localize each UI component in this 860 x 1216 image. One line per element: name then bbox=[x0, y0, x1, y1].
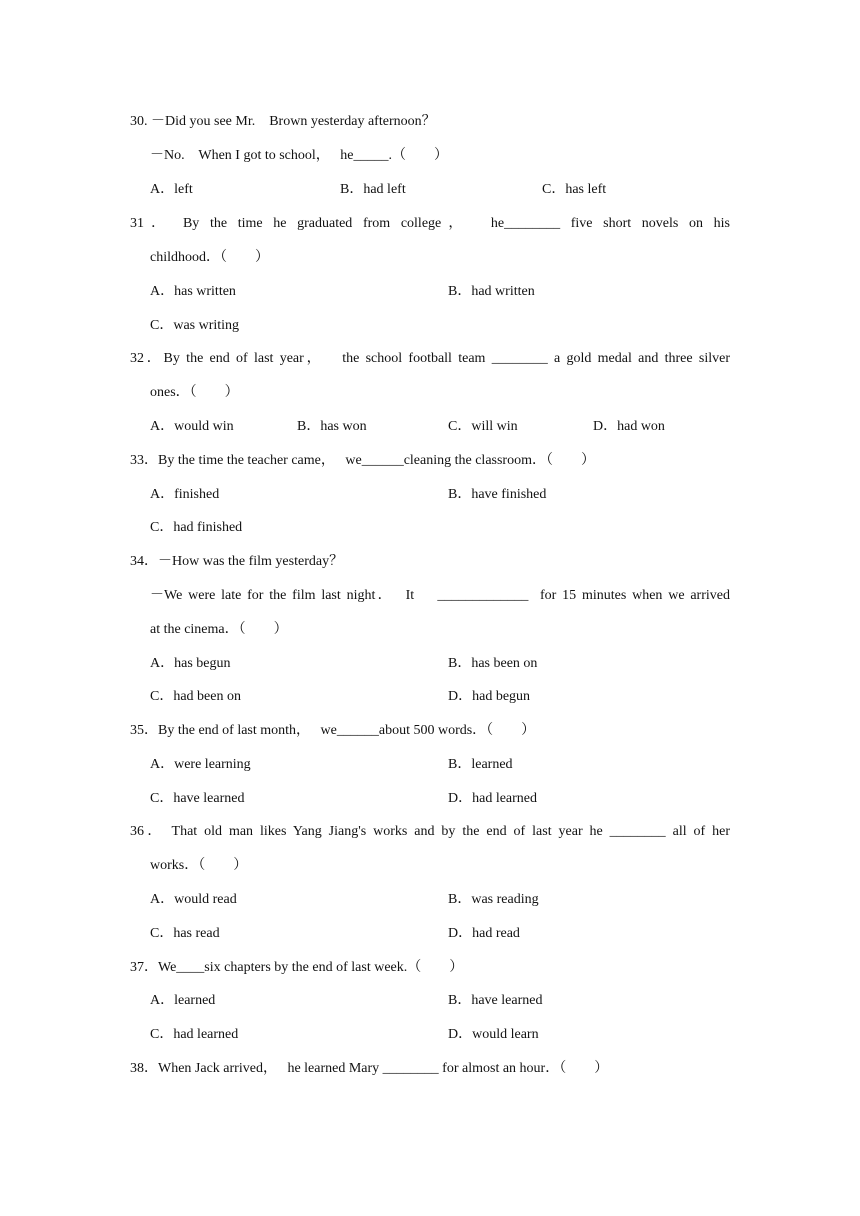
question-30-answer-line: －No. When I got to school， he_____.（ ） bbox=[150, 148, 448, 163]
question-37-stem: 37．We____six chapters by the end of last week.（ ） bbox=[130, 960, 464, 975]
question-37-option-d[interactable]: D．would learn bbox=[448, 1027, 539, 1042]
question-30-option-b[interactable]: B．had left bbox=[340, 182, 406, 197]
question-37-option-c[interactable]: C．had learned bbox=[150, 1027, 239, 1042]
question-37-option-a[interactable]: A．learned bbox=[150, 993, 216, 1008]
question-34-stem-continued: at the cinema．（ ） bbox=[150, 622, 288, 637]
question-31-option-a[interactable]: A．has written bbox=[150, 284, 236, 299]
question-38-stem: 38．When Jack arrived， he learned Mary ________ for almost an hour．（ ） bbox=[130, 1061, 609, 1076]
question-32-stem: 32．By the end of last year， the school football team ________ a gold medal and three silver bbox=[130, 351, 730, 366]
question-31-stem-continued: childhood．（ ） bbox=[150, 250, 269, 265]
question-30-option-c[interactable]: C．has left bbox=[542, 182, 607, 197]
question-34-option-c[interactable]: C．had been on bbox=[150, 689, 241, 704]
question-35-option-b[interactable]: B．learned bbox=[448, 757, 513, 772]
question-36-stem: 36． That old man likes Yang Jiang's works and by the end of last year he ________ all of her bbox=[130, 824, 730, 839]
question-32-option-d[interactable]: D．had won bbox=[593, 419, 665, 434]
question-31-stem: 31． By the time he graduated from college， he________ five short novels on his bbox=[130, 216, 730, 231]
question-33-option-c[interactable]: C．had finished bbox=[150, 520, 243, 535]
question-32-option-c[interactable]: C．will win bbox=[448, 419, 518, 434]
question-33-option-b[interactable]: B．have finished bbox=[448, 487, 547, 502]
question-35-stem: 35．By the end of last month， we______about 500 words．（ ） bbox=[130, 723, 536, 738]
question-31-option-c[interactable]: C．was writing bbox=[150, 318, 240, 333]
question-32-stem-continued: ones．（ ） bbox=[150, 385, 239, 400]
question-36-option-b[interactable]: B．was reading bbox=[448, 892, 539, 907]
question-33-option-a[interactable]: A．finished bbox=[150, 487, 220, 502]
question-31-option-b[interactable]: B．had written bbox=[448, 284, 535, 299]
question-35-option-c[interactable]: C．have learned bbox=[150, 791, 245, 806]
question-34-answer-line: －We were late for the film last night． It _____________ for 15 minutes when we arrived bbox=[150, 588, 730, 603]
question-36-option-a[interactable]: A．would read bbox=[150, 892, 237, 907]
question-32-option-b[interactable]: B．has won bbox=[297, 419, 367, 434]
question-30-stem: 30. －Did you see Mr. Brown yesterday afternoon？ bbox=[130, 114, 436, 129]
question-30-option-a[interactable]: A．left bbox=[150, 182, 193, 197]
question-36-option-c[interactable]: C．has read bbox=[150, 926, 220, 941]
question-36-option-d[interactable]: D．had read bbox=[448, 926, 520, 941]
question-33-stem: 33．By the time the teacher came， we______cleaning the classroom．（ ） bbox=[130, 453, 595, 468]
question-37-option-b[interactable]: B．have learned bbox=[448, 993, 543, 1008]
question-35-option-a[interactable]: A．were learning bbox=[150, 757, 251, 772]
question-34-option-d[interactable]: D．had begun bbox=[448, 689, 531, 704]
question-32-option-a[interactable]: A．would win bbox=[150, 419, 234, 434]
question-34-option-b[interactable]: B．has been on bbox=[448, 656, 538, 671]
question-36-stem-continued: works．（ ） bbox=[150, 858, 248, 873]
question-35-option-d[interactable]: D．had learned bbox=[448, 791, 538, 806]
question-34-option-a[interactable]: A．has begun bbox=[150, 656, 231, 671]
question-34-stem: 34．－How was the film yesterday？ bbox=[130, 554, 344, 569]
